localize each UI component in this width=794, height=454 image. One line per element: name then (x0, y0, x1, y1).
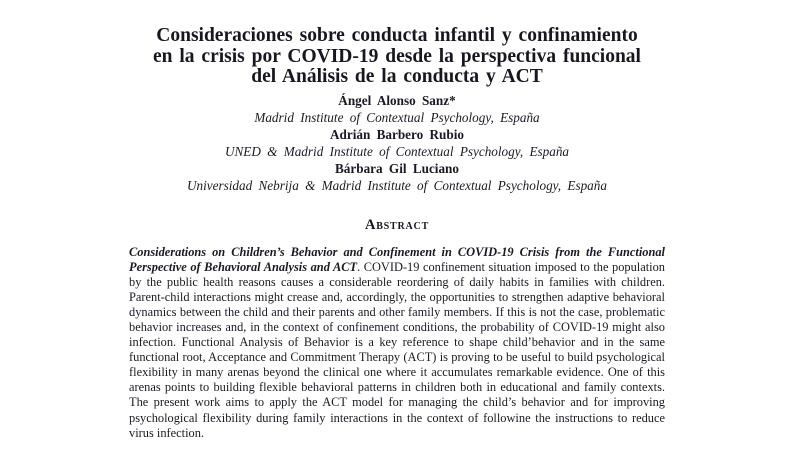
author-name: Bárbara Gil Luciano (335, 160, 459, 176)
author-name: Adrián Barbero Rubio (330, 126, 464, 142)
abstract-lead-sentence: Considerations on Children’s Behavior and Confinement in COVID-19 Crisis from the Functional Perspective of Behavioral Analysis and ACT (129, 244, 665, 274)
author-affiliation: Madrid Institute of Contextual Psychology, España (254, 109, 540, 125)
paper-title-line: Consideraciones sobre conducta infantil y confinamiento (156, 25, 638, 46)
abstract-body: . COVID-19 confinement situation imposed to the population by the public health reasons causes a considerable reordering of daily habits in families with children. Parent-child interactions might crease and, accordingly, the opportunities to strengthen adaptive behavioral dynamics between the child and their parents and other family members. If this is not the case, problematic behavior increases and, in the context of confinement conditions, the probability of COVID-19 might also infection. Functional Analysis of Behavior is a key reference to shape child’behavior and in the same functional root, Acceptance and Commitment Therapy (ACT) is proving to be useful to build psychological flexibility in many arenas beyond the clinical one where it accumulates remarkable evidence. One of this arenas points to building flexible behavioral patterns in children both in educational and family contexts. The present work aims to apply the ACT model for managing the child’s behavior and for improving psychological flexibility during family interactions in the context of followine the instructions to reduce virus infection. (129, 259, 665, 440)
author-affiliation: Universidad Nebrija & Madrid Institute of Contextual Psychology, España (187, 177, 607, 193)
author-affiliation: UNED & Madrid Institute of Contextual Psychology, España (224, 143, 570, 159)
paper-title-line: del Análisis de la conducta y ACT (251, 66, 543, 87)
abstract-text (129, 245, 665, 441)
abstract-heading: Abstract (364, 216, 430, 233)
paper-title (0, 26, 794, 88)
author-name: Ángel Alonso Sanz* (338, 92, 456, 108)
authors-block (0, 92, 794, 194)
paper-title-line: en la crisis por COVID-19 desde la perspectiva funcional (153, 45, 641, 67)
